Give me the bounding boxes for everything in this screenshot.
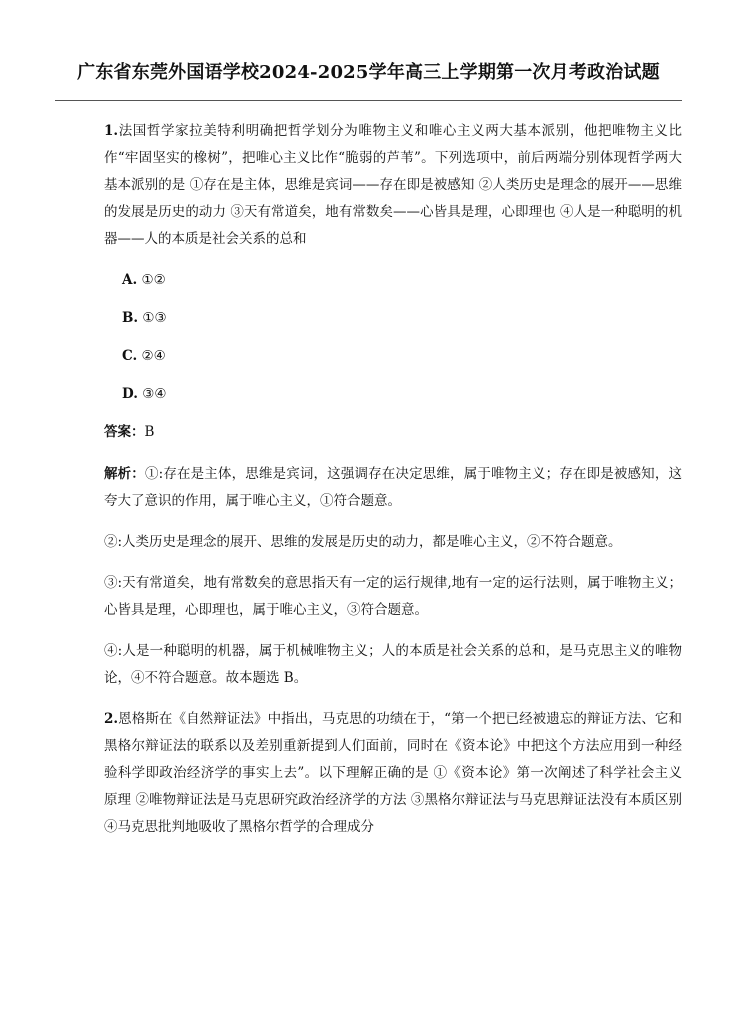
option-text: ①② (141, 272, 166, 288)
analysis-label: 解析： (104, 466, 145, 482)
option-d (122, 375, 682, 413)
question-1-stem (104, 118, 682, 253)
analysis-text: ①:存在是主体，思维是宾词，这强调存在决定思维，属于唯物主义；存在即是被感知，这夸大了意识的作用，属于唯心主义，①符合题意。 (104, 466, 682, 509)
option-letter: B. (122, 310, 139, 326)
analysis-item-1 (104, 461, 682, 515)
question-text: 恩格斯在《自然辩证法》中指出，马克思的功绩在于，“第一个把已经被遗忘的辩证方法、它和黑格尔辩证法的联系以及差别重新提到人们面前，同时在《资本论》中把这个方法应用到一种经验科学即政治经济学的事实上去”。以下理解正确的是 ①《资本论》第一次阐述了科学社会主义原理 ②唯物辩证法是马克思研究政治经济学的方法 ③黑格尔辩证法与马克思辩证法没有本质区别 ④马克思批判地吸收了黑格尔哲学的合理成分 (104, 711, 682, 835)
question-number: 1. (104, 123, 119, 139)
option-c (122, 337, 682, 375)
title-divider (55, 100, 682, 101)
question-2 (104, 706, 682, 841)
option-letter: A. (122, 272, 138, 288)
options-list (122, 261, 682, 413)
analysis-item-4: ④:人是一种聪明的机器，属于机械唯物主义；人的本质是社会关系的总和，是马克思主义的唯物论，④不符合题意。故本题选 B。 (104, 643, 682, 686)
answer-label: 答案： (104, 424, 145, 440)
analysis-item-3: ③:天有常道矣，地有常数矣的意思指天有一定的运行规律,地有一定的运行法则，属于唯物主义；心皆具是理，心即理也，属于唯心主义，③符合题意。 (104, 575, 682, 618)
option-text: ③④ (142, 386, 167, 402)
analysis-block (104, 461, 682, 692)
analysis-item-2: ②:人类历史是理念的展开、思维的发展是历史的动力，都是唯心主义，②不符合题意。 (104, 534, 622, 550)
question-1 (104, 118, 682, 692)
answer-value: B (144, 424, 155, 440)
option-letter: C. (122, 348, 138, 364)
option-b (122, 299, 682, 337)
page-title: 广东省东莞外国语学校2024-2025学年高三上学期第一次月考政治试题 (77, 62, 660, 83)
answer-line (104, 417, 682, 447)
question-text: 法国哲学家拉美特利明确把哲学划分为唯物主义和唯心主义两大基本派别，他把唯物主义比作“牢固坚实的橡树”，把唯心主义比作“脆弱的芦苇”。下列选项中，前后两端分别体现哲学两大基本派别的是 ①存在是主体，思维是宾词——存在即是被感知 ②人类历史是理念的展开——思维的发展是历史的动力 ③天有常道矣，地有常数矣——心皆具是理，心即理也 ④人是一种聪明的机器——人的本质是社会关系的总和 (104, 123, 682, 247)
question-2-stem (104, 706, 682, 841)
question-number: 2. (104, 711, 119, 727)
option-text: ②④ (141, 348, 166, 364)
option-text: ①③ (142, 310, 167, 326)
option-letter: D. (122, 386, 138, 402)
option-a (122, 261, 682, 299)
document-body (104, 118, 682, 841)
